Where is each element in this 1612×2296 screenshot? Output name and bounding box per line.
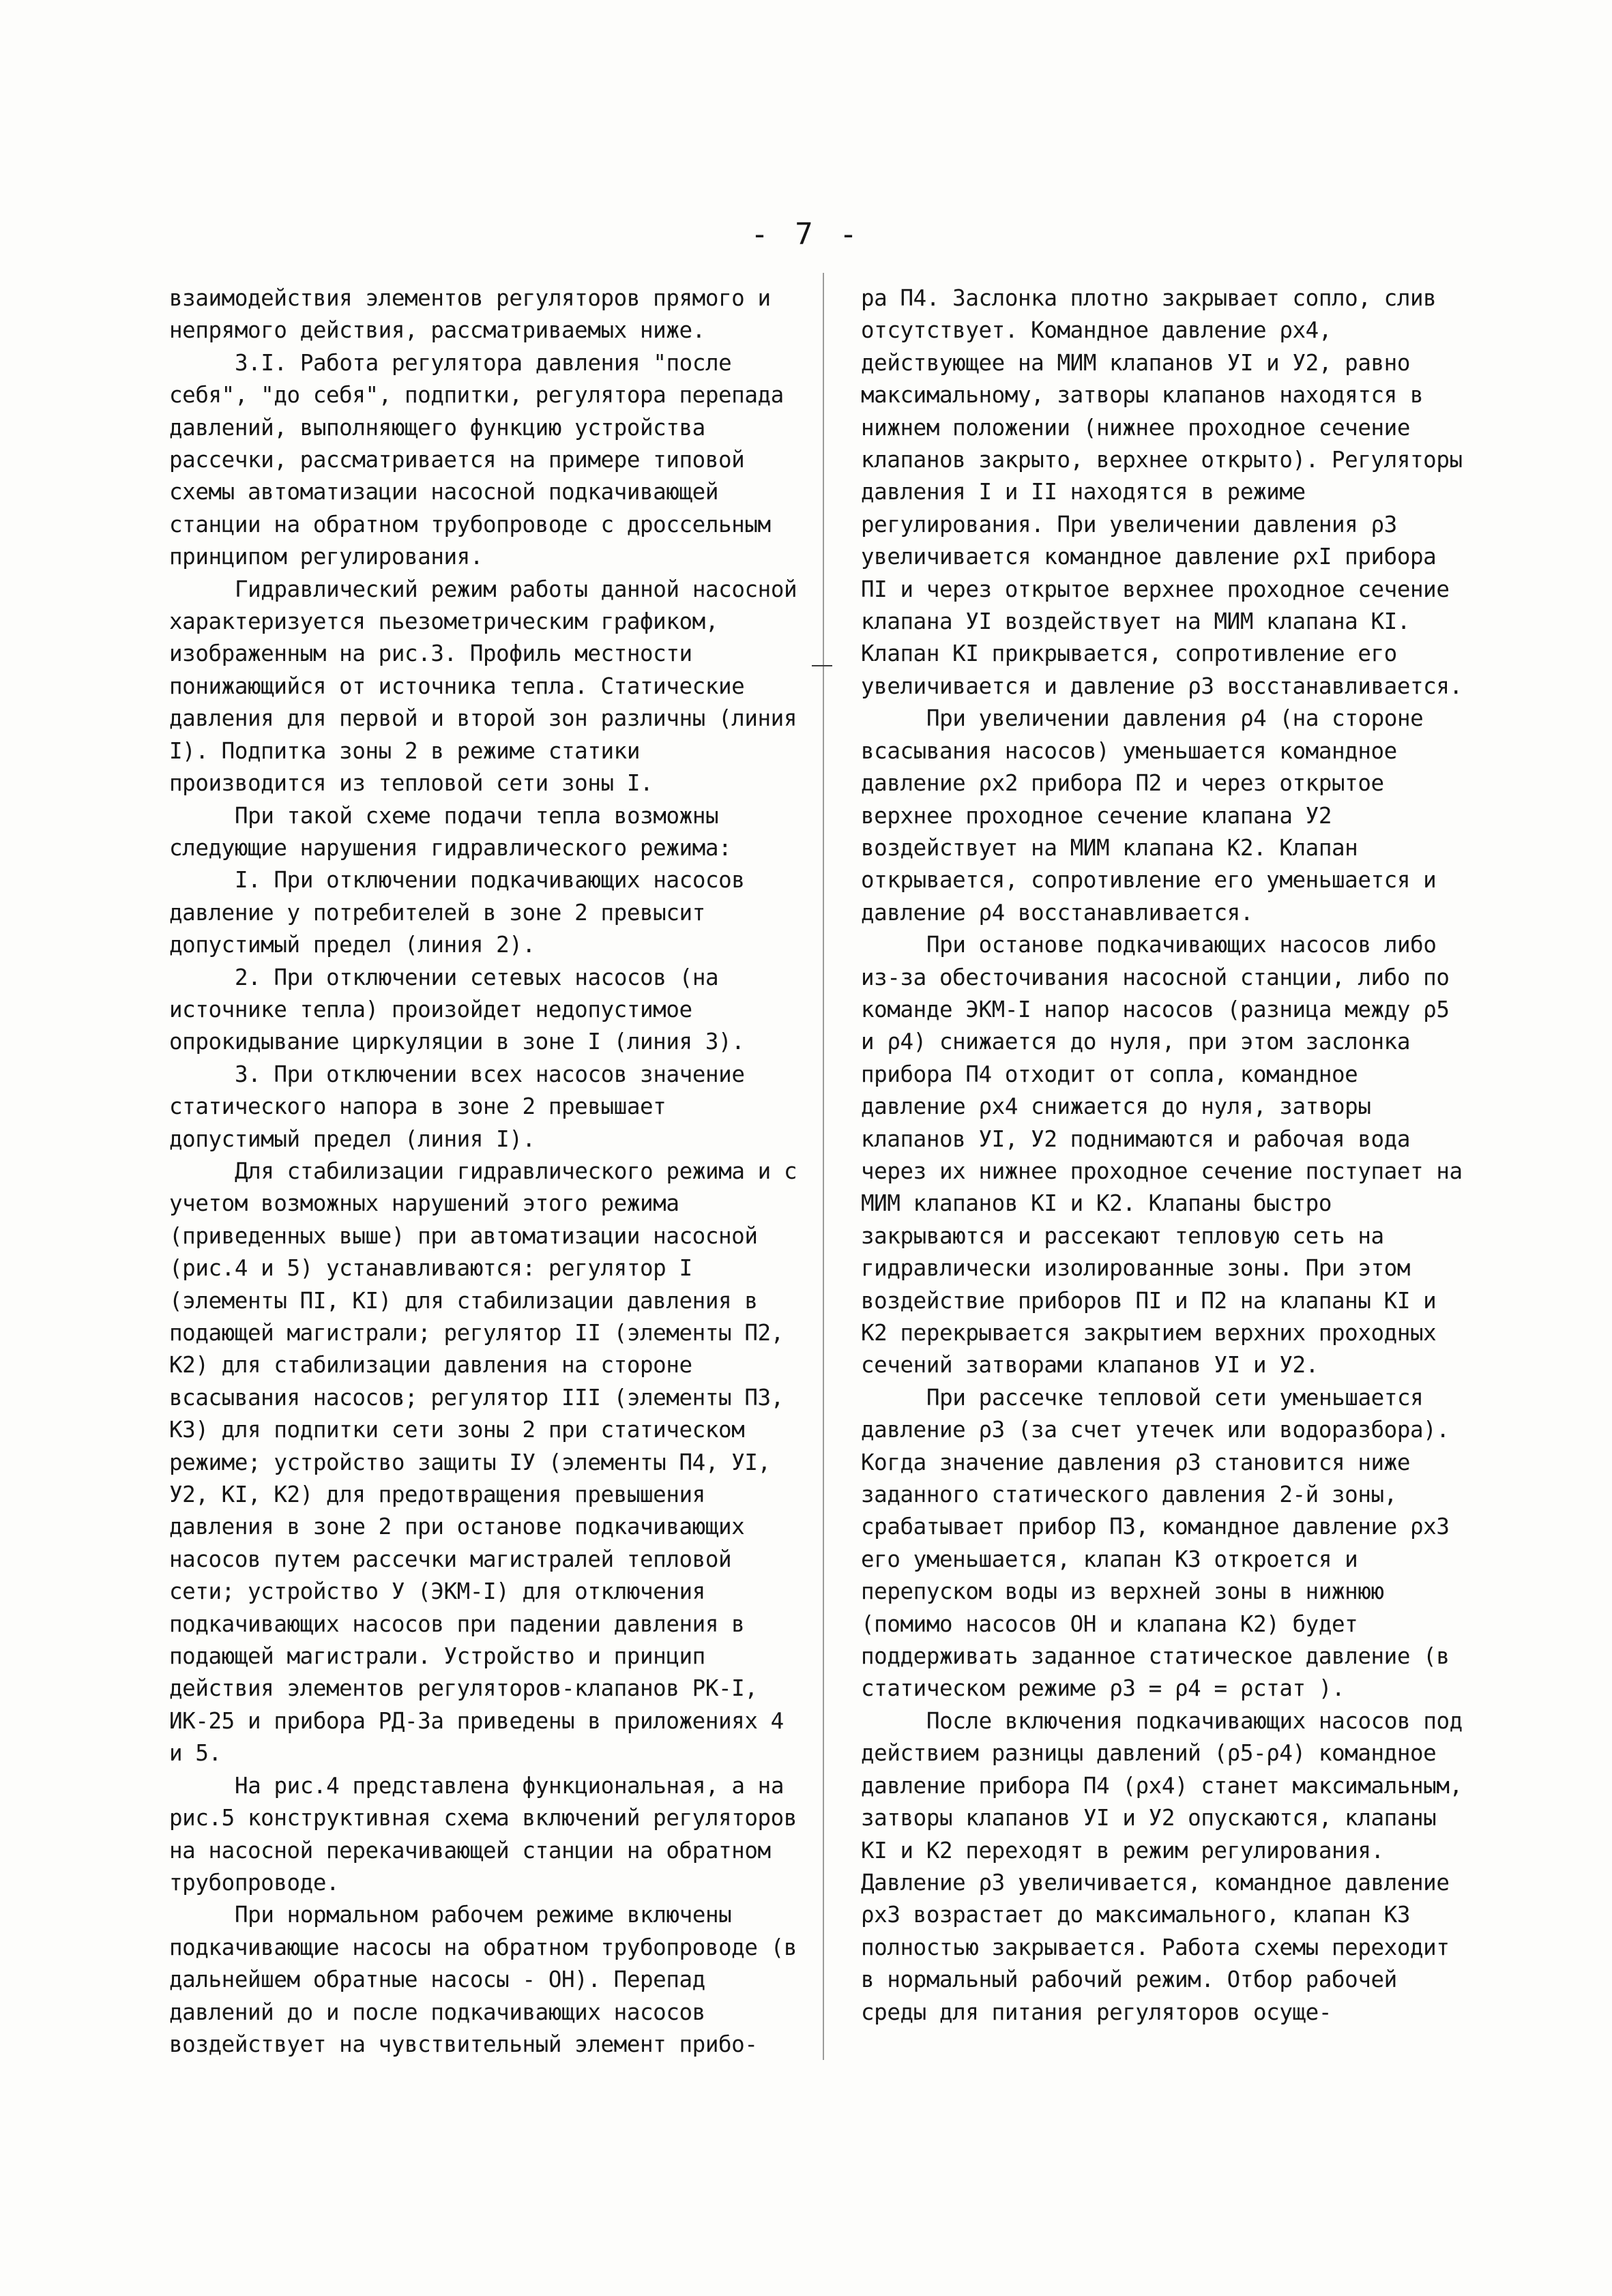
column-divider [823, 273, 824, 2060]
paragraph: После включения подкачивающих насосов под действием разницы давлений (ρ5-ρ4) командное давление прибора П4 (ρх4) станет максимальным, затворы клапанов УI и У2 опускаются, клапаны КI и К2 переходят в режим регулирования. Давление ρ3 увеличивается, командное давление ρх3 возрастает до максимального, клапан К3 полностью закрывается. Работа схемы переходит в нормальный рабочий режим. Отбор рабочей среды для питания регуляторов осуще- [861, 1707, 1463, 2025]
paragraph: 3.I. Работа регулятора давления "после себя", "до себя", подпитки, регулятора перепада давлений, выполняющего функцию устройства рассечки, рассматривается на примере типовой схемы автоматизации насосной подкачивающей станции на обратном трубопроводе с дроссельным принципом регулирования. [169, 349, 784, 570]
paragraph: Гидравлический режим работы данной насосной характеризуется пьезометрическим графиком, изображенным на рис.3. Профиль местности понижающийся от источника тепла. Статические давления для первой и второй зон различны (линия I). Подпитка зоны 2 в режиме статики производится из тепловой сети зоны I. [169, 576, 797, 797]
paragraph: При рассечке тепловой сети уменьшается давление ρ3 (за счет утечек или водоразбора). Когда значение давления ρ3 становится ниже заданного статического давления 2-й зоны, срабатывает прибор П3, командное давление ρх3 его уменьшается, клапан К3 откроется и перепуском воды из верхней зоны в нижнюю (помимо насосов ОН и клапана К2) будет поддерживать заданное статическое давление (в статическом режиме ρ3 = ρ4 = ρстат ). [861, 1384, 1450, 1702]
paragraph: ра П4. Заслонка плотно закрывает сопло, слив отсутствует. Командное давление ρх4, действующее на МИМ клапанов УI и У2, равно максимальному, затворы клапанов находятся в нижнем положении (нижнее проходное сечение клапанов закрыто, верхнее открыто). Регуляторы давления I и II находятся в режиме регулирования. При увеличении давления ρ3 увеличивается командное давление ρхI прибора ПI и через открытое верхнее проходное сечение клапана УI воздействует на МИМ клапана КI. Клапан КI прикрывается, сопротивление его увеличивается и давление ρ3 восстанавливается. [861, 285, 1463, 699]
paragraph: При нормальном рабочем режиме включены подкачивающие насосы на обратном трубопроводе (в дальнейшем обратные насосы - ОН). Перепад давлений до и после подкачивающих насосов воздействует на чувствительный элемент прибо- [169, 1902, 797, 2057]
margin-tick-mark [812, 665, 832, 666]
list-item: I. При отключении подкачивающих насосов давление у потребителей в зоне 2 превысит допустимый предел (линия 2). [169, 867, 745, 958]
list-item: 2. При отключении сетевых насосов (на источнике тепла) произойдет недопустимое опрокидывание циркуляции в зоне I (линия 3). [169, 964, 745, 1055]
paragraph: При увеличении давления ρ4 (на стороне всасывания насосов) уменьшается командное давление ρх2 прибора П2 и через открытое верхнее проходное сечение клапана У2 воздействует на МИМ клапана К2. Клапан открывается, сопротивление его уменьшается и давление ρ4 восстанавливается. [861, 705, 1437, 926]
left-column [169, 282, 802, 2073]
paragraph: Для стабилизации гидравлического режима и с учетом возможных нарушений этого режима (приведенных выше) при автоматизации насосной (рис.4 и 5) устанавливаются: регулятор I (элементы ПI, КI) для стабилизации давления в подающей магистрали; регулятор II (элементы П2, К2) для стабилизации давления на стороне всасывания насосов; регулятор III (элементы П3, К3) для подпитки сети зоны 2 при статическом режиме; устройство защиты IУ (элементы П4, УI, У2, КI, К2) для предотвращения превышения давления в зоне 2 при останове подкачивающих насосов путем рассечки магистралей тепловой сети; устройство У (ЭКМ-I) для отключения подкачивающих насосов при падении давления в подающей магистрали. Устройство и принцип действия элементов регуляторов-клапанов РК-I, ИК-25 и прибора РД-3а приведены в приложениях 4 и 5. [169, 1158, 797, 1767]
paragraph: При такой схеме подачи тепла возможны следующие нарушения гидравлического режима: [169, 802, 732, 861]
page-number: - 7 - [750, 217, 862, 252]
paragraph: взаимодействия элементов регуляторов прямого и непрямого действия, рассматриваемых ниже. [169, 285, 771, 344]
right-column [861, 282, 1468, 2073]
paragraph: На рис.4 представлена функциональная, а на рис.5 конструктивная схема включений регуляторов на насосной перекачивающей станции на обратном трубопроводе. [169, 1772, 797, 1896]
paragraph: При останове подкачивающих насосов либо из-за обесточивания насосной станции, либо по команде ЭКМ-I напор насосов (разница между ρ5 и ρ4) снижается до нуля, при этом заслонка прибора П4 отходит от сопла, командное давление ρх4 снижается до нуля, затворы клапанов УI, У2 поднимаются и рабочая вода через их нижнее проходное сечение поступает на МИМ клапанов КI и К2. Клапаны быстро закрываются и рассекают тепловую сеть на гидравлически изолированные зоны. При этом воздействие приборов ПI и П2 на клапаны КI и К2 перекрывается закрытием верхних проходных сечений затворами клапанов УI и У2. [861, 932, 1463, 1379]
list-item: 3. При отключении всех насосов значение статического напора в зоне 2 превышает допустимый предел (линия I). [169, 1061, 745, 1152]
